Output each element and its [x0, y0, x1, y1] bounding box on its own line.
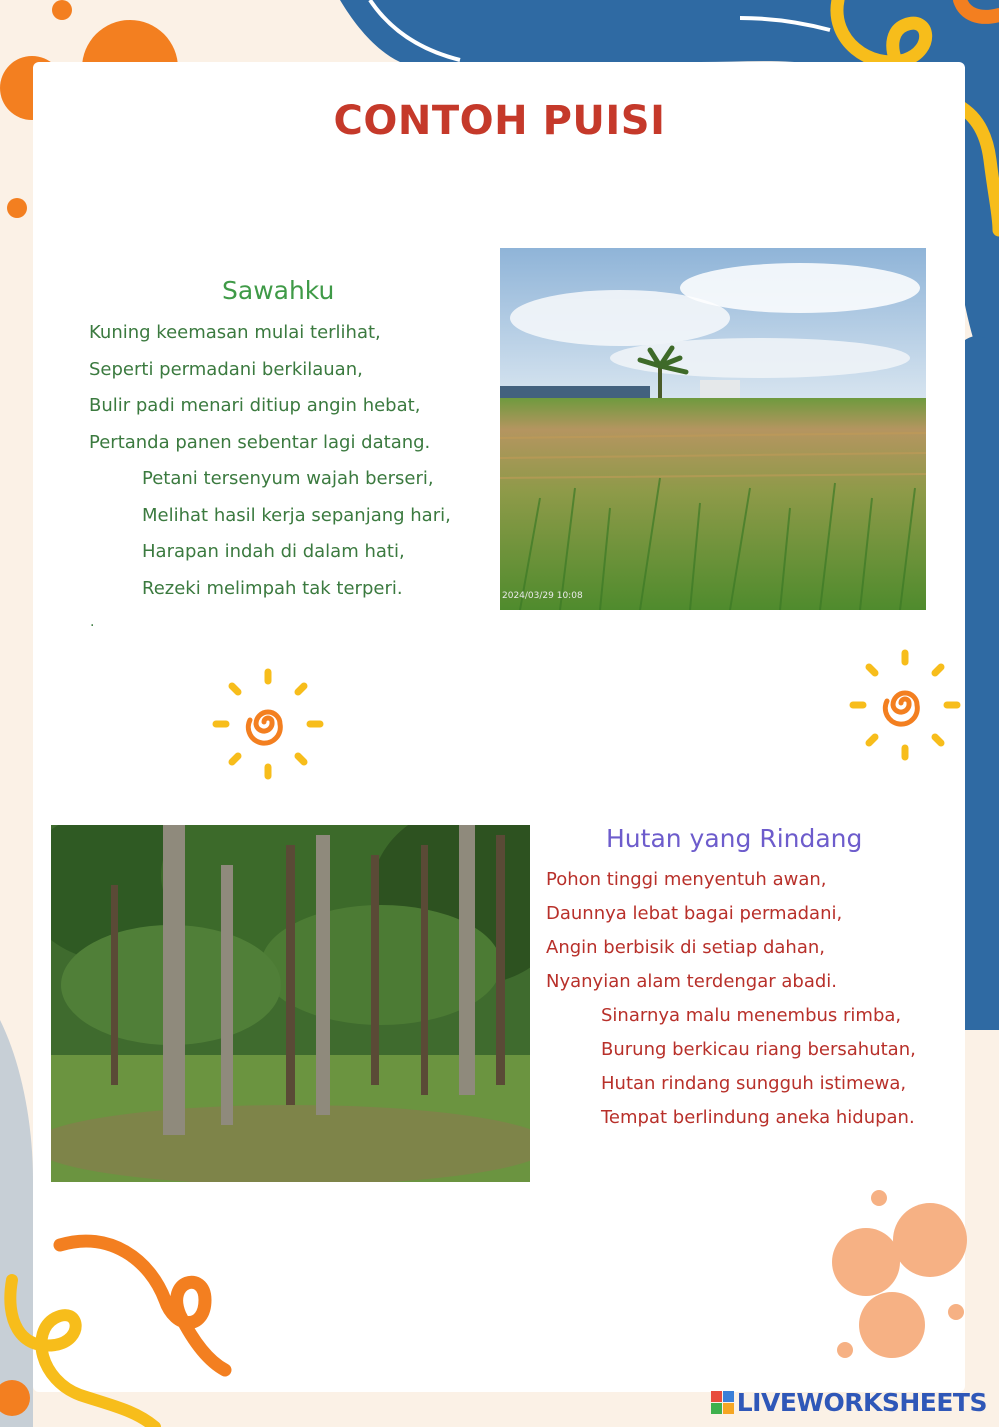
peach-circle — [832, 1228, 900, 1296]
poem-title-sawahku: Sawahku — [222, 276, 335, 305]
peach-circle — [893, 1203, 967, 1277]
peach-circle — [859, 1292, 925, 1358]
peach-circle — [948, 1304, 964, 1320]
poem-line: Angin berbisik di setiap dahan, — [546, 937, 825, 958]
page-title: CONTOH PUISI — [333, 98, 666, 144]
logo-text: LIVEWORKSHEETS — [736, 1387, 987, 1417]
poem-line: Harapan indah di dalam hati, — [142, 541, 405, 562]
poem-line: Pohon tinggi menyentuh awan, — [546, 869, 827, 890]
poem-line: Kuning keemasan mulai terlihat, — [89, 322, 381, 343]
poem-body-hutan — [546, 868, 916, 1140]
poem-line: Hutan rindang sungguh istimewa, — [601, 1073, 907, 1094]
poem-line: Nyanyian alam terdengar abadi. — [546, 971, 838, 992]
poem-line: Daunnya lebat bagai permadani, — [546, 903, 843, 924]
poem-line: Seperti permadani berkilauan, — [89, 358, 363, 380]
sun-icon — [216, 672, 320, 776]
poem-line: Petani tersenyum wajah berseri, — [142, 468, 434, 489]
orange-squiggle — [60, 1241, 225, 1370]
poem-line: Bulir padi menari ditiup angin hebat, — [89, 395, 421, 416]
poem-line: Rezeki melimpah tak terperi. — [142, 577, 403, 599]
trailing-mark: . — [90, 614, 95, 630]
poem-title-hutan: Hutan yang Rindang — [606, 824, 863, 853]
poem-line: Burung berkicau riang bersahutan, — [601, 1039, 916, 1060]
orange-circle — [0, 1380, 30, 1416]
poem-line: Melihat hasil kerja sepanjang hari, — [142, 504, 451, 526]
sun-icon — [853, 653, 957, 757]
peach-circle — [837, 1342, 853, 1358]
poem-body-sawahku — [89, 321, 451, 613]
peach-circle — [871, 1190, 887, 1206]
photo-timestamp: 2024/03/29 10:08 — [502, 591, 583, 601]
forest-photo — [51, 825, 530, 1182]
poem-line: Pertanda panen sebentar lagi datang. — [89, 431, 431, 453]
rice-field-photo — [500, 248, 926, 610]
liveworksheets-logo[interactable] — [711, 1387, 987, 1417]
poem-line: Tempat berlindung aneka hidupan. — [601, 1107, 915, 1128]
yellow-squiggle — [10, 1280, 155, 1427]
logo-blocks-icon — [711, 1391, 734, 1414]
poem-line: Sinarnya malu menembus rimba, — [601, 1005, 902, 1026]
